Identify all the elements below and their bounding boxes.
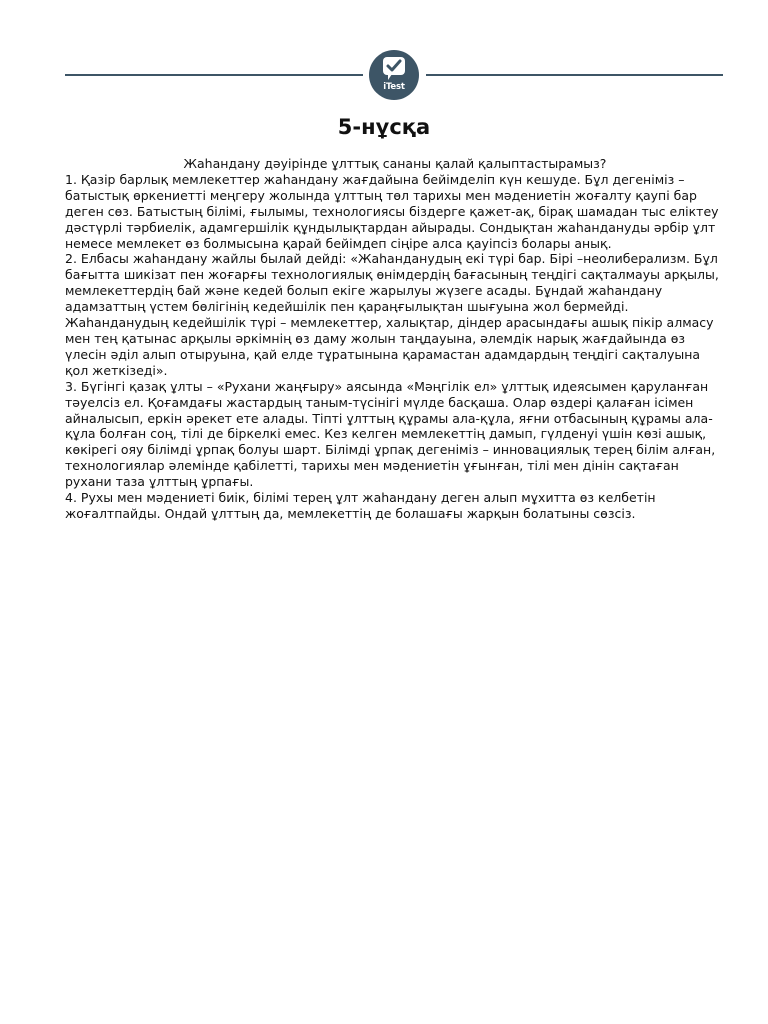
paragraph-3: 3. Бүгінгі қазақ ұлты – «Рухани жаңғыру» аясында «Мәңгілік ел» ұлттық идеясымен қаруланған тәуелсіз ел. Қоғамдағы жастардың таным-түсінігі мүлде басқаша. Олар өздері қалаған ісімен айналысып, еркін әрекет ете алады. Тіпті ұлттың құрамы ала-құла, яғни отбасының құрамы ала-құла болған соң, тілі де біркелкі емес. Кез келген мемлекеттің дамып, гүлденуі үшін көзі ашық, көкірегі ояу білімді ұрпақ болуы шарт. Білімді ұрпақ дегеніміз – инновациялық терең білім алған, технологиялар әлемінде қабілетті, тарихы мен мәдениетін ұғынған, тілі мен дінін сақтаған рухани таза ұлттың ұрпағы.: [65, 378, 716, 490]
paragraph-2: 2. Елбасы жаһандану жайлы былай дейді: «Жаһанданудың екі түрі бар. Бірі –неолиберализм. Бұл бағытта шикізат пен жоғарғы технологиялық өнімдердің бағасының теңдігі сақталмауы арқылы, мемлекеттердің бай және кедей болып екіге жарылуы жүзеге асады. Бұндай жаһандану адамзаттың үстем бөлігінің кедейшілік пен қараңғылықтан шығуына жол бермейді. Жаһанданудың кедейшілік түрі – мемлекеттер, халықтар, діндер арасындағы ашық пікір алмасу мен тең қатынас арқылы әркімнің өз даму жолын таңдауына, әлемдік нарық жағдайында өз үлесін әділ алып отыруына, қай елде тұратынына қарамастан адамдардың теңдігі сақталуына қол жеткізеді».: [65, 251, 719, 378]
logo-text: iTest: [383, 82, 405, 92]
itest-logo: [369, 50, 419, 100]
page-title: 5-нұсқа: [337, 115, 431, 139]
checkmark-bubble-icon: [382, 56, 406, 82]
header-divider-right: [426, 74, 723, 76]
essay-question: Жаһандану дәуірінде ұлттық сананы қалай қалыптастырамыз?: [183, 156, 607, 171]
paragraph-4: 4. Рухы мен мәдениеті биік, білімі терең ұлт жаһандану деген алып мұхитта өз келбетін жоғалтпайды. Ондай ұлттың да, мемлекеттің де болашағы жарқын болатыны сөзсіз.: [65, 490, 656, 521]
paragraph-1: 1. Қазір барлық мемлекеттер жаһандану жағдайына бейімделіп күн кешуде. Бұл дегеніміз – батыстық өркениетті меңгеру жолында ұлттың төл тарихы мен мәдениетін жоғалту қаупі бар деген сөз. Батыстың білімі, ғылымы, технологиясы біздерге қажет-ақ, бірақ шамадан тыс еліктеу дәстүрлі тәрбиелік, адамгершілік құндылықтардан айырады. Сондықтан жаһандануды әрбір ұлт немесе мемлекет өз болмысына қарай бейімдеп сіңіре алса қауіпсіз болары анық.: [65, 171, 719, 251]
header-divider-left: [65, 74, 363, 76]
document-body: [65, 156, 725, 522]
